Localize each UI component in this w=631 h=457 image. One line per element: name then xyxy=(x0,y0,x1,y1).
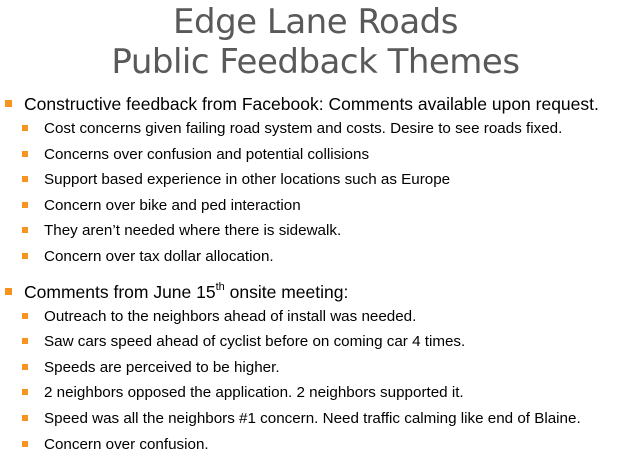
square-bullet-icon xyxy=(22,364,28,370)
list-item-text: Concern over confusion. xyxy=(44,435,209,453)
slide-body xyxy=(0,92,631,457)
square-bullet-icon xyxy=(22,338,28,344)
list-item xyxy=(0,193,631,219)
list-item xyxy=(0,432,631,457)
section-onsite-meeting xyxy=(0,280,631,457)
list-item-text: Support based experience in other locations such as Europe xyxy=(44,171,451,189)
square-bullet-icon xyxy=(22,227,28,233)
list-item-text: They aren’t needed where there is sidewalk. xyxy=(44,222,342,240)
slide-title xyxy=(0,2,631,82)
list-item xyxy=(0,142,631,168)
list-item xyxy=(0,304,631,330)
section-facebook-feedback xyxy=(0,92,631,270)
square-bullet-icon xyxy=(5,100,12,107)
ordinal-suffix: th xyxy=(215,280,225,293)
list-item-text: Speeds are perceived to be higher. xyxy=(44,358,280,376)
list-item-text: Cost concerns given failing road system and costs. Desire to see roads fixed. xyxy=(44,120,563,137)
square-bullet-icon xyxy=(22,176,28,182)
square-bullet-icon xyxy=(22,389,28,395)
list-item xyxy=(0,116,631,142)
square-bullet-icon xyxy=(22,151,28,157)
list-item-text: 2 neighbors opposed the application. 2 neighbors supported it. xyxy=(44,384,464,402)
list-item-text: Concern over tax dollar allocation. xyxy=(44,247,274,265)
list-item-text: Concerns over confusion and potential collisions xyxy=(44,145,370,163)
square-bullet-icon xyxy=(22,313,28,319)
square-bullet-icon xyxy=(5,288,12,295)
list-item-text: Outreach to the neighbors ahead of install was needed. xyxy=(44,307,417,325)
list-item xyxy=(0,406,631,432)
list-item xyxy=(0,244,631,270)
list-item-text: Saw cars speed ahead of cyclist before on coming car 4 times. xyxy=(44,333,466,351)
section-heading-suffix: onsite meeting: xyxy=(224,281,349,302)
section-heading-text xyxy=(24,282,348,302)
square-bullet-icon xyxy=(22,253,28,259)
section-heading xyxy=(0,280,631,304)
square-bullet-icon xyxy=(22,202,28,208)
title-line-1: Edge Lane Roads xyxy=(173,2,458,42)
list-item xyxy=(0,380,631,406)
list-item xyxy=(0,355,631,381)
square-bullet-icon xyxy=(22,415,28,421)
list-item-text: Speed was all the neighbors #1 concern. Need traffic calming like end of Blaine. xyxy=(44,409,581,427)
section-heading-text: Constructive feedback from Facebook: Comments available upon request. xyxy=(24,94,599,114)
title-line-2: Public Feedback Themes xyxy=(111,42,520,82)
list-item xyxy=(0,218,631,244)
section-heading-prefix: Comments from June 15 xyxy=(24,281,216,302)
list-item-text: Concern over bike and ped interaction xyxy=(44,196,301,214)
list-item xyxy=(0,167,631,193)
section-heading xyxy=(0,92,631,116)
square-bullet-icon xyxy=(22,441,28,447)
list-item xyxy=(0,329,631,355)
square-bullet-icon xyxy=(22,125,28,131)
